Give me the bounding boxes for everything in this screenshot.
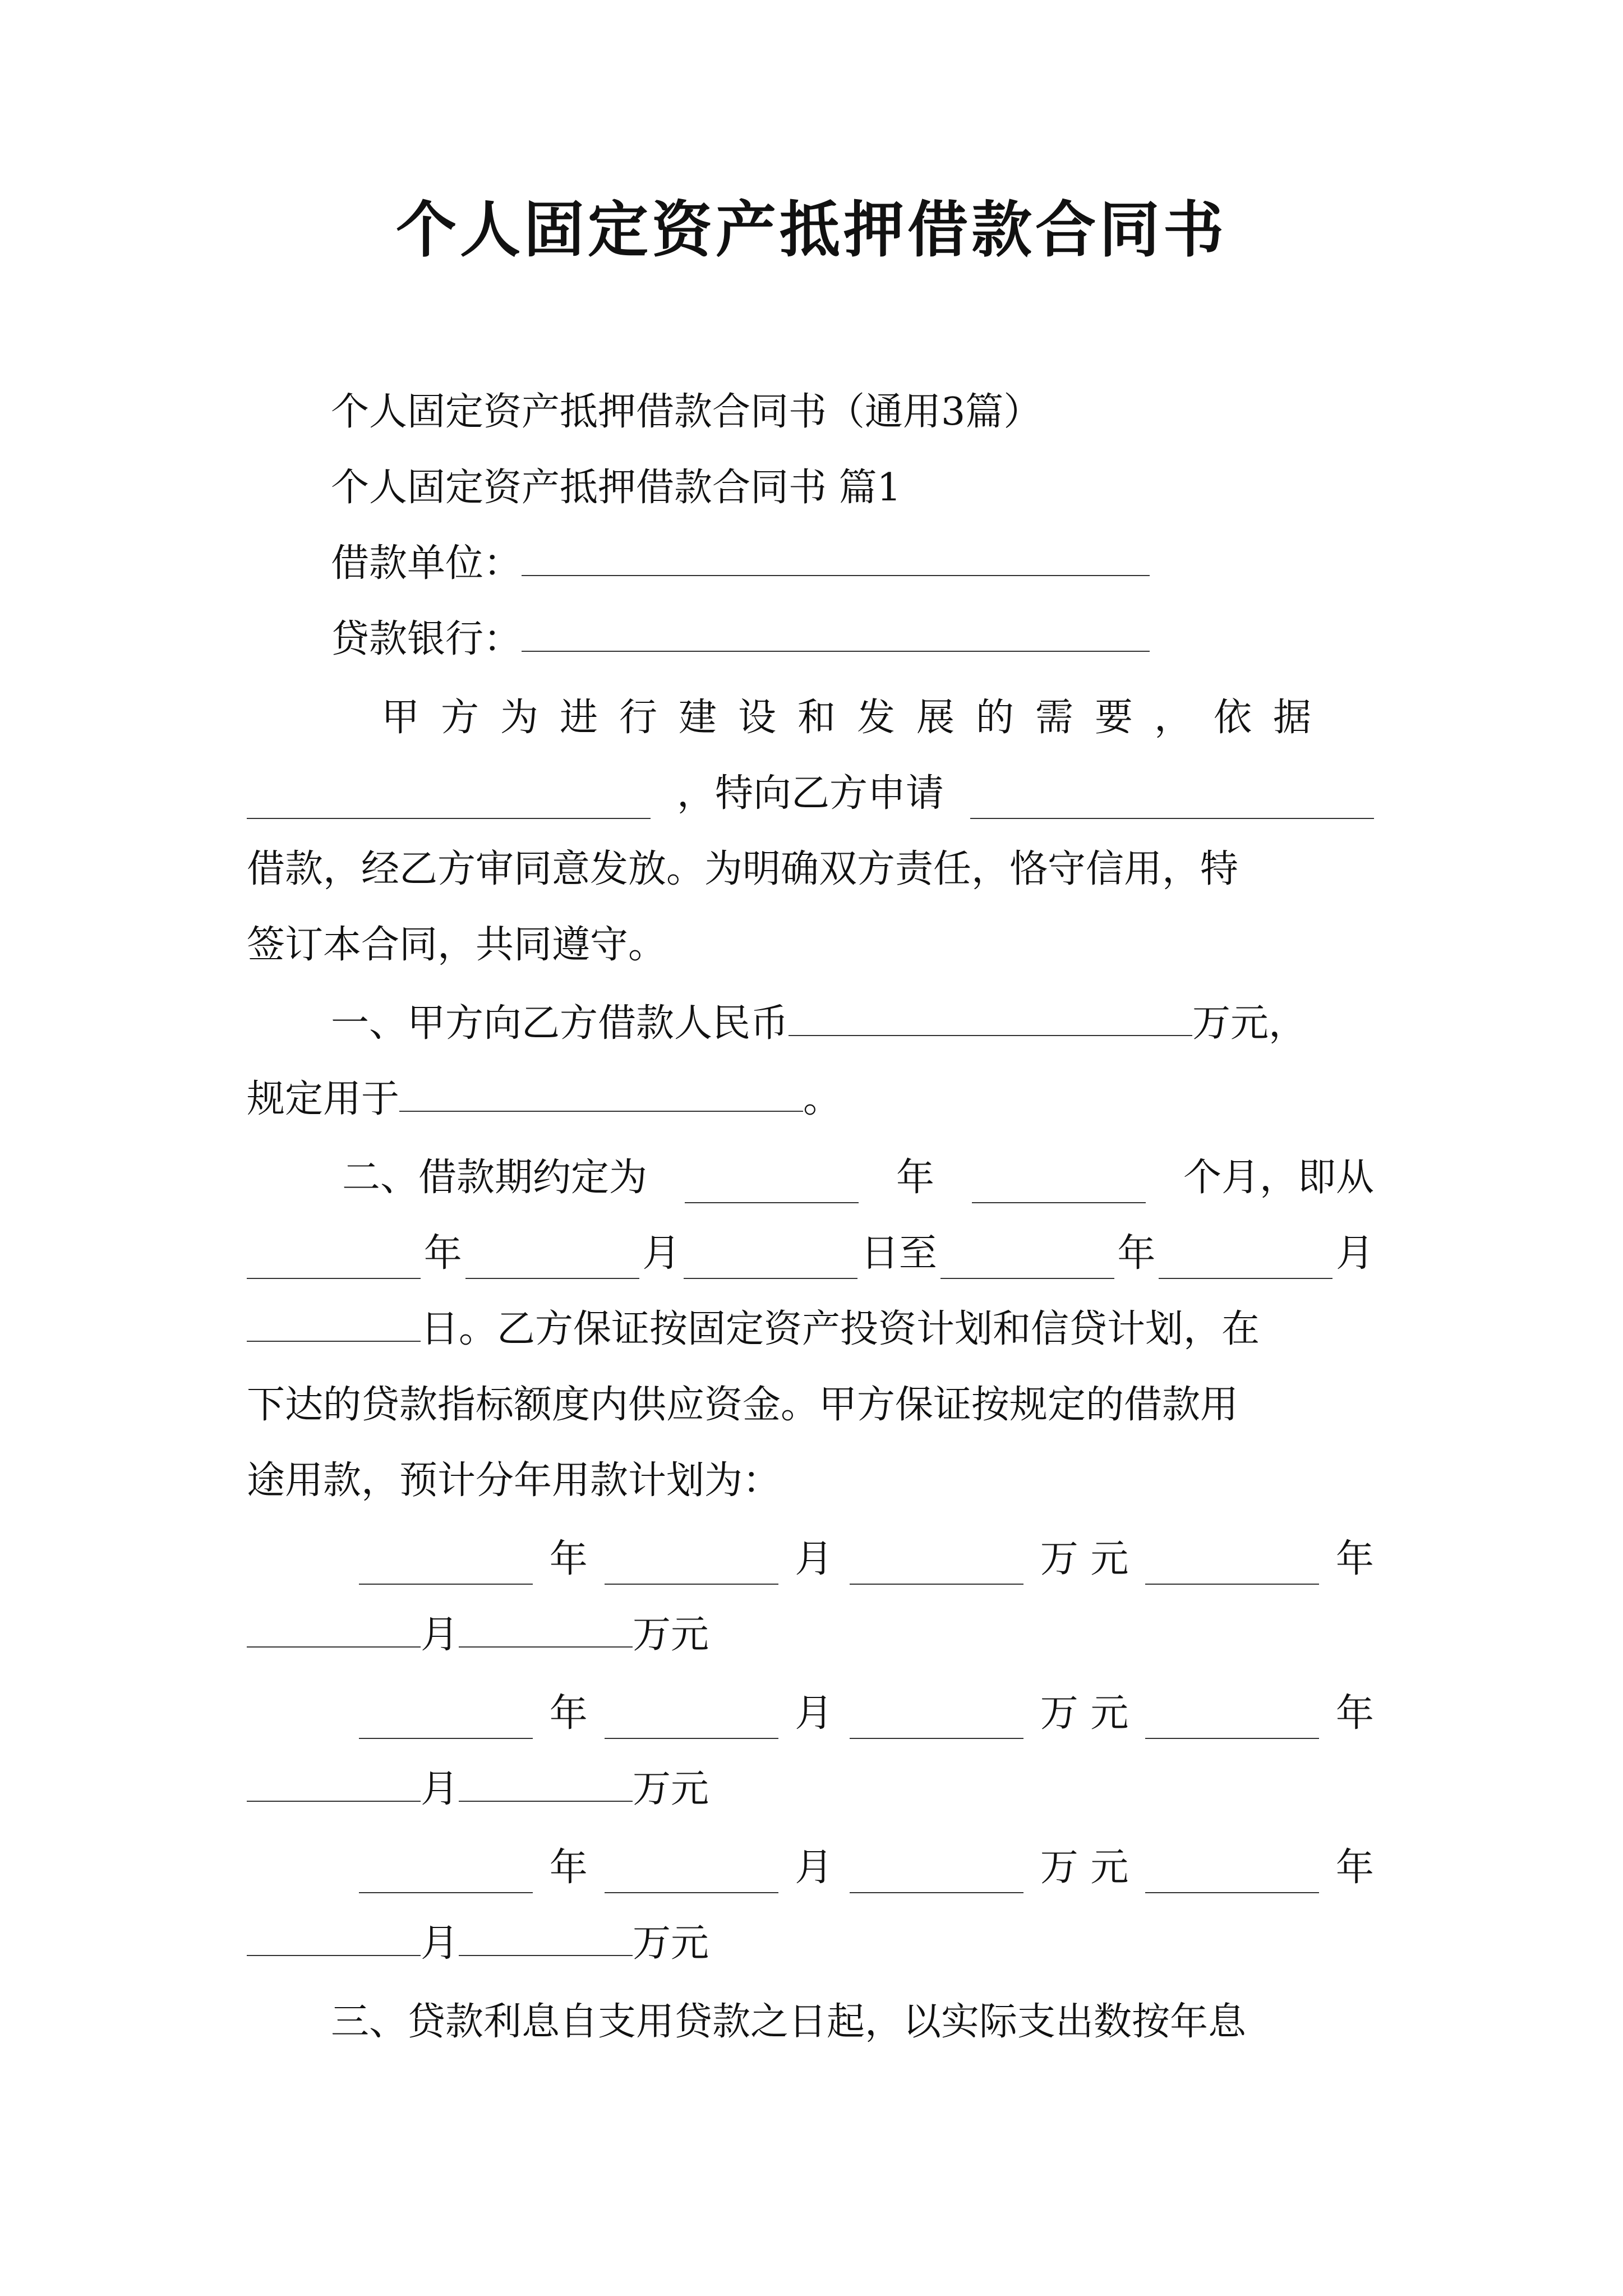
plan3-month2-label: 月 (421, 1921, 459, 1966)
plan3-amount-blank (850, 1856, 1023, 1893)
plan-row-2 (359, 1688, 1374, 1739)
purpose-blank (399, 1075, 803, 1112)
borrower-blank (522, 539, 1150, 576)
bank-blank (522, 615, 1150, 652)
clause1-line-1 (331, 999, 1307, 1049)
plan-row-3 (359, 1843, 1374, 1893)
plan1-month2-blank (247, 1611, 421, 1648)
clause1-text-c: 规定用于 (247, 1077, 400, 1121)
plan1-wanyuan2-label: 万元 (633, 1613, 709, 1657)
plan1-year-label: 年 (549, 1537, 588, 1581)
borrower-field (331, 539, 1150, 589)
clause1-line-2 (247, 1074, 841, 1125)
intro-line-1 (381, 693, 1374, 743)
intro-line-3: 借款，经乙方审同意发放。为明确双方责任，恪守信用，特 (247, 847, 1239, 891)
plan2-month2-label: 月 (421, 1767, 459, 1811)
borrower-label: 借款单位： (331, 541, 522, 586)
plan2-month2-blank (247, 1765, 421, 1802)
plan1-amount-blank (850, 1548, 1023, 1585)
plan2-year-blank (359, 1702, 533, 1739)
clause2-line-2 (247, 1228, 1374, 1279)
document-subtitle: 个人固定资产抵押借款合同书（通用3篇） (331, 390, 1042, 434)
plan3-amount2-blank (459, 1919, 633, 1956)
plan3-wanyuan2-label: 万元 (633, 1921, 709, 1966)
plan2-wanyuan2-label: 万元 (633, 1767, 709, 1811)
clause2-text-d: 日。乙方保证按固定资产投资计划和信贷计划，在 (421, 1307, 1260, 1351)
plan1-year-blank (359, 1548, 533, 1585)
start-month-label: 月 (642, 1231, 681, 1276)
start-month-blank (465, 1242, 639, 1279)
amount-blank (789, 999, 1192, 1036)
plan3-month-label: 月 (795, 1846, 833, 1890)
plan3-month2-blank (247, 1919, 421, 1956)
plan-row-3-cont (247, 1918, 709, 1969)
document-title: 个人固定资产抵押借款合同书 (395, 195, 1227, 265)
plan1-month-blank (605, 1548, 778, 1585)
intro-line-2 (247, 769, 1374, 819)
end-day-blank (247, 1305, 421, 1342)
clause2-text-c: 个月，即从 (1183, 1156, 1374, 1200)
clause1-text-a: 一、甲方向乙方借款人民币 (331, 1001, 789, 1046)
section-heading: 个人固定资产抵押借款合同书 篇1 (331, 466, 901, 510)
clause2-line-5: 途用款，预计分年用款计划为： (247, 1458, 781, 1503)
plan2-year2-label: 年 (1335, 1691, 1374, 1736)
end-year-blank (940, 1242, 1114, 1279)
intro-text-2: ，特向乙方申请 (676, 771, 944, 816)
plan3-year-label: 年 (549, 1846, 588, 1890)
bank-label: 贷款银行： (331, 617, 522, 661)
start-year-blank (247, 1242, 421, 1279)
start-day-blank (684, 1242, 857, 1279)
end-month-blank (1159, 1242, 1332, 1279)
clause2-line-3 (247, 1304, 1260, 1355)
clause1-text-d: 。 (803, 1077, 842, 1121)
plan2-month-label: 月 (795, 1691, 833, 1736)
intro-line-4: 签订本合同，共同遵守。 (247, 923, 667, 967)
plan3-month-blank (605, 1856, 778, 1893)
plan1-year2-blank (1145, 1548, 1319, 1585)
clause2-year: 年 (896, 1156, 934, 1200)
term-month-blank (972, 1166, 1146, 1203)
end-month-label: 月 (1335, 1231, 1374, 1276)
plan1-month-label: 月 (795, 1537, 833, 1581)
plan-row-1 (359, 1534, 1374, 1585)
intro-text-1: 甲方为进行建设和发展的需要，依据 (381, 696, 1333, 740)
clause2-line-4: 下达的贷款指标额度内供应资金。甲方保证按规定的借款用 (247, 1383, 1239, 1427)
plan3-year2-blank (1145, 1856, 1319, 1893)
clause2-line-1 (342, 1153, 1374, 1203)
day-to-label: 日至 (860, 1231, 937, 1276)
plan-row-1-cont (247, 1610, 709, 1660)
term-year-blank (685, 1166, 859, 1203)
plan1-year2-label: 年 (1335, 1537, 1374, 1581)
plan3-wanyuan-label: 万 元 (1040, 1846, 1129, 1890)
plan3-year-blank (359, 1856, 533, 1893)
plan2-year-label: 年 (549, 1691, 588, 1736)
bank-field (331, 614, 1150, 665)
start-year-label: 年 (423, 1231, 462, 1276)
plan2-amount-blank (850, 1702, 1023, 1739)
loan-type-blank (970, 782, 1374, 819)
plan2-month-blank (605, 1702, 778, 1739)
plan2-amount2-blank (459, 1765, 633, 1802)
plan1-wanyuan-label: 万 元 (1040, 1537, 1129, 1581)
clause3-line-1: 三、贷款利息自支用贷款之日起，以实际支出数按年息 (331, 2000, 1247, 2044)
clause2-text-a: 二、借款期约定为 (342, 1156, 648, 1200)
plan1-month2-label: 月 (421, 1613, 459, 1657)
end-year-label: 年 (1117, 1231, 1156, 1276)
plan-row-2-cont (247, 1764, 709, 1815)
basis-blank (247, 782, 651, 819)
plan2-wanyuan-label: 万 元 (1040, 1691, 1129, 1736)
plan3-year2-label: 年 (1335, 1846, 1374, 1890)
clause1-text-b: 万元， (1192, 1001, 1307, 1046)
plan2-year2-blank (1145, 1702, 1319, 1739)
plan1-amount2-blank (459, 1611, 633, 1648)
